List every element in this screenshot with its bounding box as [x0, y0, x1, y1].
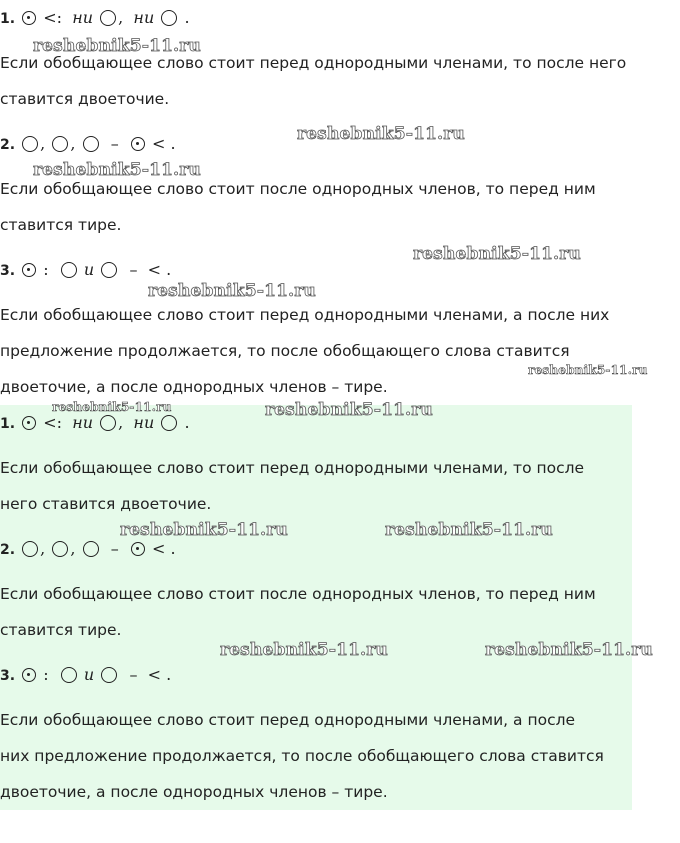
rule-paragraph-3: Если обобщающее слово стоит перед однородными членами, а после них предложение продолжается, то после обобщающего слова ставится двоеточие, а после однородных членов – тире.: [0, 306, 610, 396]
dotted-circle-icon: [22, 668, 36, 682]
circle-icon: [52, 541, 68, 557]
watermark: reshebnik5-11.ru: [528, 363, 648, 377]
circle-icon: [61, 262, 77, 278]
circle-icon: [22, 136, 38, 152]
circle-icon: [100, 415, 116, 431]
rule-paragraph-1-highlighted: Если обобщающее слово стоит перед однородными членами, то после него ставится двоеточие.: [0, 459, 585, 513]
watermark: reshebnik5-11.ru: [297, 124, 465, 144]
watermark: reshebnik5-11.ru: [52, 400, 172, 414]
scheme-2: 2. , , – < .: [0, 134, 176, 153]
scheme-2-highlighted: 2. , , – < .: [0, 539, 176, 558]
watermark: reshebnik5-11.ru: [220, 640, 388, 660]
circle-icon: [22, 541, 38, 557]
scheme-1: 1. <: ни , ни .: [0, 8, 190, 27]
dotted-circle-icon: [22, 416, 36, 430]
watermark: reshebnik5-11.ru: [265, 400, 433, 420]
watermark: reshebnik5-11.ru: [120, 520, 288, 540]
watermark: reshebnik5-11.ru: [485, 640, 653, 660]
rule-paragraph-2: Если обобщающее слово стоит после однородных членов, то перед ним ставится тире.: [0, 180, 596, 234]
dotted-circle-icon: [22, 11, 36, 25]
watermark: reshebnik5-11.ru: [33, 36, 201, 56]
circle-icon: [161, 415, 177, 431]
answer-section-plain: [0, 0, 680, 400]
watermark: reshebnik5-11.ru: [33, 160, 201, 180]
watermark: reshebnik5-11.ru: [413, 244, 581, 264]
dotted-circle-icon: [22, 263, 36, 277]
watermark: reshebnik5-11.ru: [148, 281, 316, 301]
scheme-3: 3. : и – < .: [0, 260, 172, 279]
circle-icon: [61, 667, 77, 683]
circle-icon: [161, 10, 177, 26]
circle-icon: [83, 541, 99, 557]
rule-paragraph-2-highlighted: Если обобщающее слово стоит после однородных членов, то перед ним ставится тире.: [0, 585, 596, 639]
dotted-circle-icon: [131, 542, 145, 556]
circle-icon: [52, 136, 68, 152]
scheme-1-highlighted: 1. <: ни , ни .: [0, 413, 190, 432]
watermark: reshebnik5-11.ru: [385, 520, 553, 540]
circle-icon: [100, 10, 116, 26]
circle-icon: [83, 136, 99, 152]
rule-paragraph-3-highlighted: Если обобщающее слово стоит перед однородными членами, а после них предложение продолжается, то после обобщающего слова ставится двоеточие, а после однородных членов – тире.: [0, 711, 604, 801]
rule-paragraph-1: Если обобщающее слово стоит перед однородными членами, то после него ставится двоеточие.: [0, 54, 627, 108]
circle-icon: [101, 262, 117, 278]
circle-icon: [101, 667, 117, 683]
dotted-circle-icon: [131, 137, 145, 151]
scheme-3-highlighted: 3. : и – < .: [0, 665, 172, 684]
